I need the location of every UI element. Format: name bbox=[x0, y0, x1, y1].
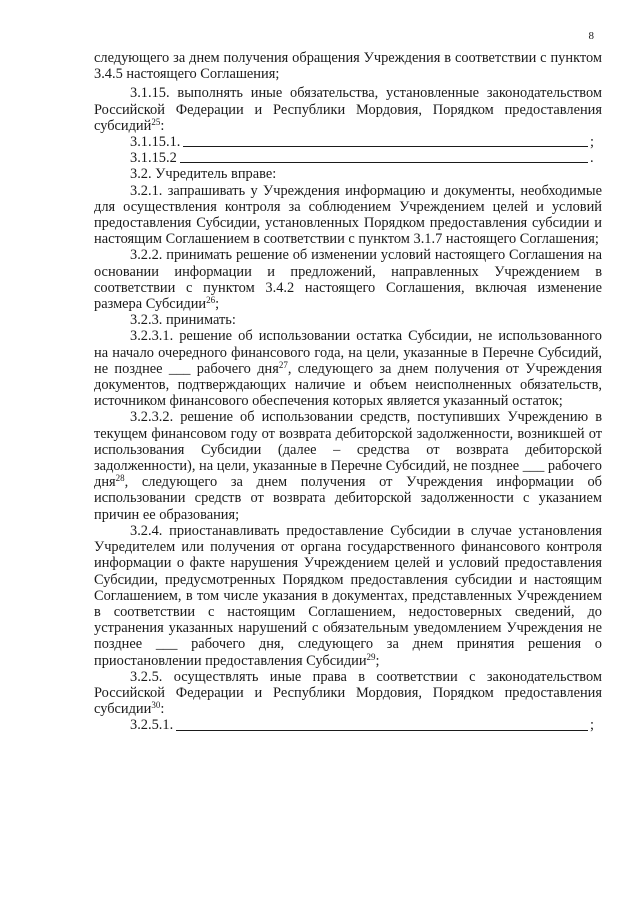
page-number: 8 bbox=[588, 30, 594, 42]
paragraph: 3.1.15. выполнять иные обязательства, установленные законодательством Российской Федерации и Республики Мордовия, Порядком предоставления субсидий$^{25}$: bbox=[94, 85, 602, 134]
paragraph: 3.2.3.1. решение об использовании остатка Субсидии, не использованного на начало очередного финансового года, на цели, указанные в Перечне Субсидий, не позднее ___ рабочего дня$^{27}$, следующего за днем получения от Учреждения документов, подтверждающих наличие и объем неисполненных обязательств, источником финансового обеспечения которых является указанный остаток; bbox=[94, 328, 602, 410]
blank-rule bbox=[176, 719, 588, 731]
paragraph: 3.2.4. приостанавливать предоставление Субсидии в случае установления Учредителем или получения от органа государственного финансового контроля информации о факте нарушения Учреждением целей и условий предоставления Субсидии, предусмотренных Порядком предоставления субсидии и настоящим Соглашением, в том числе указания в документах, представленных Учреждением в соответствии с настоящим Соглашением, недостоверных сведений, до устранения указанных нарушений с обязательным уведомлением Учреждения не позднее ___ рабочего дня, следующего за днем принятия решения о приостановлении предоставления Субсидии$^{29}$; bbox=[94, 522, 602, 669]
fill-in-line: 3.2.5.1. ; bbox=[130, 717, 594, 734]
fill-in-line: 3.1.15.2 . bbox=[130, 150, 594, 167]
paragraph: 3.2.3.2. решение об использовании средств, поступивших Учреждению в текущем финансовом году от возврата дебиторской задолженности, возникшей от использования Субсидии (далее – средства от возврата дебиторской задолженности), на цели, указанные в Перечне Субсидий, не позднее ___ рабочего дня$^{28}$, следующего за днем получения от Учреждения информации об использовании средств от возврата дебиторской задолженности с указанием причин ее образования; bbox=[94, 409, 602, 523]
footnote-ref: 27 bbox=[278, 359, 288, 370]
footnote-ref: 29 bbox=[366, 651, 376, 662]
paragraph: 3.2.5. осуществлять иные права в соответствии с законодательством Российской Федерации и Республики Мордовия, Порядком предоставления субсидии$^{30}$: bbox=[94, 668, 602, 718]
document-body bbox=[94, 50, 602, 734]
footnote-ref: 26 bbox=[206, 295, 216, 306]
footnote-ref: 30 bbox=[151, 700, 161, 711]
blank-rule bbox=[180, 151, 588, 163]
footnote-ref: 25 bbox=[151, 116, 161, 127]
paragraph: 3.2.3. принимать: bbox=[130, 312, 236, 329]
paragraph: 3.2. Учредитель вправе: bbox=[130, 166, 277, 183]
footnote-ref: 28 bbox=[115, 473, 125, 484]
paragraph: 3.2.1. запрашивать у Учреждения информацию и документы, необходимые для осуществления контроля за соблюдением Учреждением целей и условий предоставления Субсидии, установленных Порядком предоставления субсидии и настоящим Соглашением в соответствии с пунктом 3.1.7 настоящего Соглашения; bbox=[94, 182, 602, 248]
blank-rule bbox=[183, 135, 588, 147]
fill-in-line: 3.1.15.1. ; bbox=[130, 134, 594, 151]
paragraph: 3.2.2. принимать решение об изменении условий настоящего Соглашения на основании информации и предложений, направленных Учреждением в соответствии с пунктом 3.4.2 настоящего Соглашения, включая изменение размера Субсидии$^{26}$; bbox=[94, 247, 602, 313]
paragraph: следующего за днем получения обращения Учреждения в соответствии с пунктом 3.4.5 настоящего Соглашения; bbox=[94, 50, 602, 83]
